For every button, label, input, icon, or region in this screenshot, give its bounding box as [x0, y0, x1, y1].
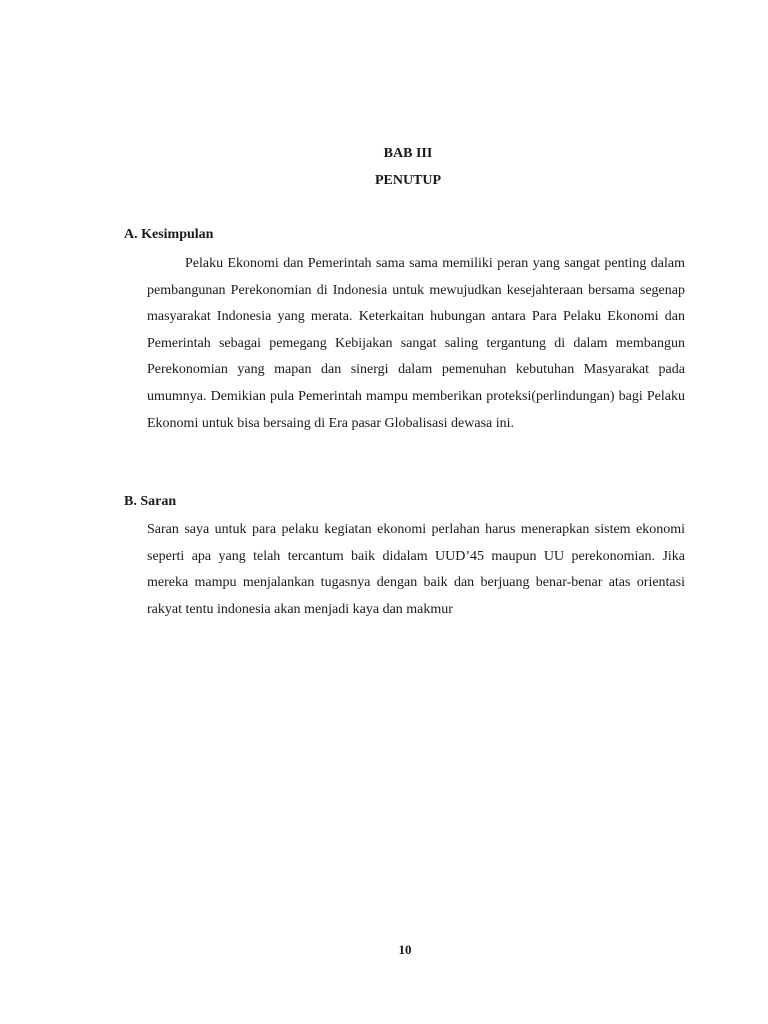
chapter-title: PENUTUP: [374, 173, 442, 188]
page-number: 10: [398, 942, 412, 957]
section-heading-kesimpulan: A. Kesimpulan: [124, 227, 214, 242]
section-body-saran: Saran saya untuk para pelaku kegiatan ekonomi perlahan harus menerapkan sistem ekonomi seperti apa yang telah tercantum baik didalam UUD’45 maupun UU perekonomian. Jika mereka mampu menjalankan tugasnya dengan baik dan berjuang benar-benar atas orientasi rakyat tentu indonesia akan menjadi kaya dan makmur: [147, 522, 685, 617]
section-body-kesimpulan: Pelaku Ekonomi dan Pemerintah sama sama memiliki peran yang sangat penting dalam pembangunan Perekonomian di Indonesia untuk mewujudkan kesejahteraan bersama segenap masyarakat Indonesia yang merata. Keterkaitan hubungan antara Para Pelaku Ekonomi dan Pemerintah sebagai pemegang Kebijakan sangat saling tergantung di dalam membangun Perekonomian yang mapan dan sinergi dalam pemenuhan kebutuhan Masyarakat pada umumnya. Demikian pula Pemerintah mampu memberikan proteksi(perlindungan) bagi Pelaku Ekonomi untuk bisa bersaing di Era pasar Globalisasi dewasa ini.: [147, 256, 685, 431]
chapter-number: BAB III: [383, 146, 433, 161]
section-heading-saran: B. Saran: [124, 494, 177, 509]
